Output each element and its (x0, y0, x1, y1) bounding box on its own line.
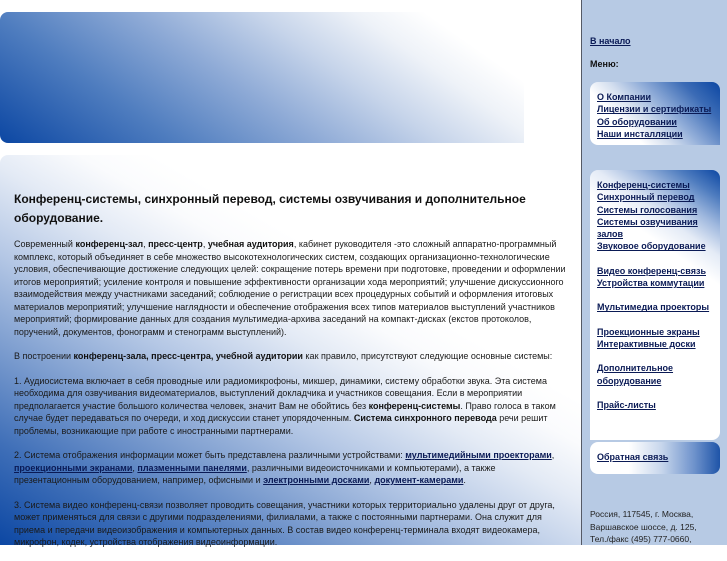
contact-address (590, 508, 697, 546)
text: , (202, 239, 208, 249)
menu-item-interactive-boards[interactable]: Интерактивные доски (597, 338, 696, 349)
menu-item-simultaneous-translation[interactable]: Синхронный перевод (597, 192, 695, 203)
menu-item-projectors[interactable]: Мультимедиа проекторы (597, 302, 710, 313)
menu-item-equipment[interactable]: Об оборудовании (597, 116, 677, 127)
menu-item-video-conferencing[interactable]: Видео конференц-связь (597, 265, 706, 276)
menu-item-sound-systems[interactable]: Системы озвучивания залов (597, 216, 698, 240)
sidebar (581, 0, 727, 545)
address-line: Варшавское шоссе, д. 125, (590, 521, 697, 532)
bold-term: учебная аудитория (207, 239, 294, 249)
text: как правило, присутствуют следующие основные системы: (302, 351, 553, 361)
link-multimedia-projectors[interactable]: мультимедийными проекторами (405, 450, 552, 460)
spacer (597, 289, 720, 301)
video-conference-paragraph: 3. Система видео конференц-связи позволяет проводить совещания, участники которых территориально удалены друг от друга, может применяться для связи с другими подразделениями, филиалами, а также с постоянными партнерами. Она служит для приема и передачи видеоизображения и компьютерных данных. В состав видео конференц-терминала входят видеокамера, микрофон, кодек, устройства отображения видеоинформации. (14, 499, 555, 547)
bold-term: Система синхронного перевода (353, 413, 497, 423)
link-document-cameras[interactable]: документ-камерами (374, 475, 464, 485)
article (14, 190, 570, 561)
text: , кабинет руководителя -это сложный аппаратно-программный комплекс, который объединяет в себе множество высокотехнологических систем, создающих организационно-технологические условия, обеспечивающие достижение следующих целей: сокращение потерь времени при подготовке, проведении и оформлении итогов мероприятий; усиление контроля и повышение эффективности организации хода мероприятий; улучшение дискуссионного взаимодействия между участниками заседаний; соблюдение о регистрации всех процедурных событий и оформления итоговых материалов мероприятий; улучшение наглядности и обеспечение отображения всех типов материалов выступлений участников мероприятий; формирование данных для создания мультимедиа-архива заседаний на компакт-дисках (екстов протоколов, поручений, документов, фонограмм и стенограмм выступлений). (14, 239, 566, 337)
menu-item-licenses[interactable]: Лицензии и сертификаты (597, 104, 712, 115)
menu-item-audio-equipment[interactable]: Звуковое оборудование (597, 241, 706, 252)
menu-item-installations[interactable]: Наши инсталляции (597, 128, 683, 139)
menu-item-about[interactable]: О Компании (597, 92, 651, 102)
menu-item-projection-screens[interactable]: Проекционные экраны (597, 326, 700, 337)
display-system-paragraph (14, 449, 570, 487)
systems-intro-paragraph (14, 350, 570, 363)
menu-group-company (590, 82, 720, 145)
text: Современный (14, 239, 76, 249)
text: . (463, 475, 466, 485)
text: , (551, 450, 555, 460)
intro-paragraph (14, 238, 570, 338)
menu-item-voting-systems[interactable]: Системы голосования (597, 204, 698, 215)
spacer (597, 350, 720, 362)
text: , (132, 462, 138, 473)
text: В построении (14, 351, 74, 361)
text: , (369, 475, 375, 485)
text: 1. Аудиосистема включает в себя проводные или радиомикрофоны, микшер, динамики, систему обработки звука. Эта система необходима для озвучивания видеоматериалов, выступлений докладчика и участников совещания. Если в мероприятии предполагается участие большого количества человек, значит Вам не обойтись без (14, 375, 547, 411)
spacer (597, 314, 720, 326)
home-link[interactable]: В начало (590, 36, 631, 46)
menu-item-conference-systems[interactable]: Конференц-системы (597, 180, 690, 190)
link-plasma-panels[interactable]: плазменными панелями (137, 462, 247, 473)
address-line: Россия, 117545, г. Москва, (590, 509, 694, 519)
spacer (597, 253, 720, 265)
menu-group-products (590, 170, 720, 440)
audio-system-paragraph (14, 375, 570, 438)
bold-term: конференц-зала, пресс-центра, учебной аудитории (73, 351, 303, 361)
bold-term: конференц-зал (75, 239, 144, 249)
page-title: Конференц-системы, синхронный перевод, системы озвучивания и дополнительное оборудование. (14, 192, 526, 225)
menu-item-switching-devices[interactable]: Устройства коммутации (597, 278, 705, 289)
bold-term: пресс-центр (148, 239, 203, 249)
link-electronic-boards[interactable]: электронными досками (263, 475, 370, 485)
menu-label: Меню: (590, 59, 619, 69)
feedback-link[interactable]: Обратная связь (597, 452, 669, 462)
spacer (597, 387, 720, 399)
text: 2. Система отображения информации может быть представлена различными устройствами: (14, 450, 406, 460)
text: , различными видеоисточниками и компьютерами), а также презентационным оборудованием, например, офисными и (14, 462, 496, 485)
menu-item-additional-equipment[interactable]: Дополнительное оборудование (597, 363, 674, 386)
bold-term: конференц-системы (368, 400, 461, 411)
phone-line: Тел./факс (495) 777-0660, (590, 534, 692, 544)
link-projection-screens[interactable]: проекционными экранами (14, 462, 133, 473)
text: . Право голоса в таком случае будет передаваться по очереди, и ход дискуссии станет упорядоченным. (14, 400, 556, 423)
text: речи решит проблемы, возникающие при работе с иностранными партнерами. (14, 413, 548, 436)
menu-item-price-lists[interactable]: Прайс-листы (597, 399, 656, 410)
text: , (143, 239, 149, 249)
header-banner (0, 12, 524, 143)
feedback-box (590, 442, 720, 474)
